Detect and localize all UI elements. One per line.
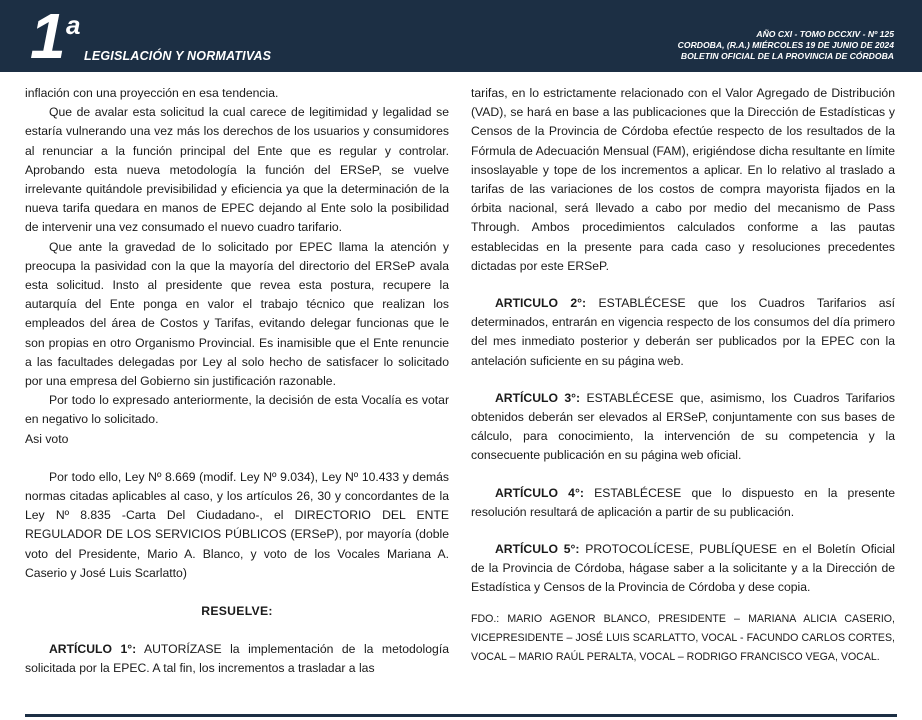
article-4: [471, 484, 895, 522]
section-title: LEGISLACIÓN Y NORMATIVAS: [84, 49, 272, 63]
article-3-label: ARTÍCULO 3°:: [495, 390, 581, 405]
edition-issue: AÑO CXI - TOMO DCCXIV - Nº 125: [756, 29, 894, 39]
resuelve-heading: RESUELVE:: [201, 604, 273, 619]
article-2-label: ARTICULO 2°:: [495, 296, 587, 311]
article-5-label: ARTÍCULO 5°:: [495, 542, 580, 557]
article-4-text: ESTABLÉCESE que lo dispuesto en la presente resolución resultará de aplicación a partir de su publicación.: [471, 485, 895, 519]
article-1-label: ARTÍCULO 1°:: [49, 642, 137, 657]
paragraph: Que ante la gravedad de lo solicitado por EPEC llama la atención y preocupa la pasividad con la que la mayoría del directorio del ERSeP avala esta solicitud. Insto al presidente que revea esta postura, recupere la autarquía del Ente ponga en valor el trabajo técnico que realizan los empleados del área de Costos y Tarifas, evitando delegar funcionas que le son propias en otro Organismo Provincial. Es inamisible que el Ente renuncie a las facultades delegadas por Ley al solo hecho de satisfacer lo solicitado por una empresa del Gobierno sin justificación razonable.: [25, 239, 449, 389]
signatures: FDO.: MARIO AGENOR BLANCO, PRESIDENTE – MARIANA ALICIA CASERIO, VICEPRESIDENTE – JOSÉ LUIS SCARLATTO, VOCAL - FACUNDO CARLOS CORTES, VOCAL – MARIO RAÚL PERALTA, VOCAL – RODRIGO FRANCISCO VEGA, VOCAL.: [471, 612, 895, 663]
article-2-text: ESTABLÉCESE que los Cuadros Tarifarios así determinados, entrarán en vigencia respecto de los consumos del día primero del mes inmediato posterior y deberán ser publicados por la EPEC con la antelación suficiente en su página web.: [471, 296, 895, 368]
paragraph: Asi voto: [25, 431, 69, 446]
article-5: [471, 540, 895, 598]
paragraph: inflación con una proyección en esa tendencia.: [25, 86, 279, 100]
paragraph: Por todo lo expresado anteriormente, la decisión de esta Vocalía es votar en negativo lo solicitado.: [25, 393, 449, 427]
article-4-label: ARTÍCULO 4°:: [495, 485, 584, 500]
article-1-text: AUTORÍZASE la implementación de la metodología solicitada por la EPEC. A tal fin, los incrementos a trasladar a las: [25, 642, 449, 676]
paragraph: Que de avalar esta solicitud la cual carece de legitimidad y legalidad se estaría vulnerando una vez más los derechos de los usuarios y consumidores al renunciar a la función principal del Ente que es regular y controlar. Aprobando esta nueva metodología la función del ERSeP, se vuelve irrelevante quitándole previsibilidad y eficiencia ya que la determinación de la nueva tarifa quedara en manos de EPEC dejando al Ente solo la posibilidad de intervenir una vez consumado el nuevo cuadro tarifario.: [25, 105, 449, 235]
article-3-text: ESTABLÉCESE que, asimismo, los Cuadros Tarifarios obtenidos deberán ser elevados al ERSeP, conjuntamente con sus bases de cálculo, para conocimiento, la intervención de su competencia y la consecuente publicación en su página web oficial.: [471, 390, 895, 463]
edition-info: [678, 29, 894, 62]
article-2: [471, 294, 895, 371]
article-5-text: PROTOCOLÍCESE, PUBLÍQUESE en el Boletín Oficial de la Provincia de Córdoba, hágase saber a la solicitante y a la Dirección de Estadística y Censos de la Provincia de Córdoba y dese copia.: [471, 542, 895, 595]
left-column: [25, 84, 449, 679]
page-header: [0, 0, 922, 72]
section-number: 1: [30, 0, 66, 72]
article-3: [471, 389, 895, 466]
edition-date: CORDOBA, (R.A.) MIÉRCOLES 19 DE JUNIO DE 2024: [677, 40, 894, 50]
section-number-superscript: a: [66, 10, 81, 40]
article-1: [25, 640, 449, 678]
paragraph: tarifas, en lo estrictamente relacionado con el Valor Agregado de Distribución (VAD), se hará en base a las publicaciones que la Dirección de Estadísticas y Censos de la Provincia de Córdoba efectúe respecto de los resultados de la Fórmula de Adecuación Mensual (FAM), erigiéndose dicha resultante en límite insoslayable y tope de los incrementos a aplicar. En lo relativo al traslado a tarifas de las variaciones de los costos de compra mayorista fijados en la órbita nacional, será llevado a cabo por medio del mecanismo de Pass Through. Ambos procedimientos calculados conforme a las pautas establecidas en la presente para cada caso y resoluciones precedentes dictadas por este ERSeP.: [471, 86, 895, 273]
footer-rule: [25, 714, 897, 717]
paragraph: Por todo ello, Ley Nº 8.669 (modif. Ley Nº 9.034), Ley Nº 10.433 y demás normas citadas aplicables al caso, y los artículos 26, 30 y concordantes de la Ley Nº 8.835 -Carta Del Ciudadano-, el DIRECTORIO DEL ENTE REGULADOR DE LOS SERVICIOS PÚBLICOS (ERSeP), por mayoría (doble voto del Presidente, Mario A. Blanco, y voto de los Vocales Mariana A. Caserio y José Luis Scarlatto): [25, 469, 449, 580]
edition-publication: BOLETIN OFICIAL DE LA PROVINCIA DE CÓRDOBA: [680, 51, 894, 61]
right-column: [471, 84, 895, 667]
